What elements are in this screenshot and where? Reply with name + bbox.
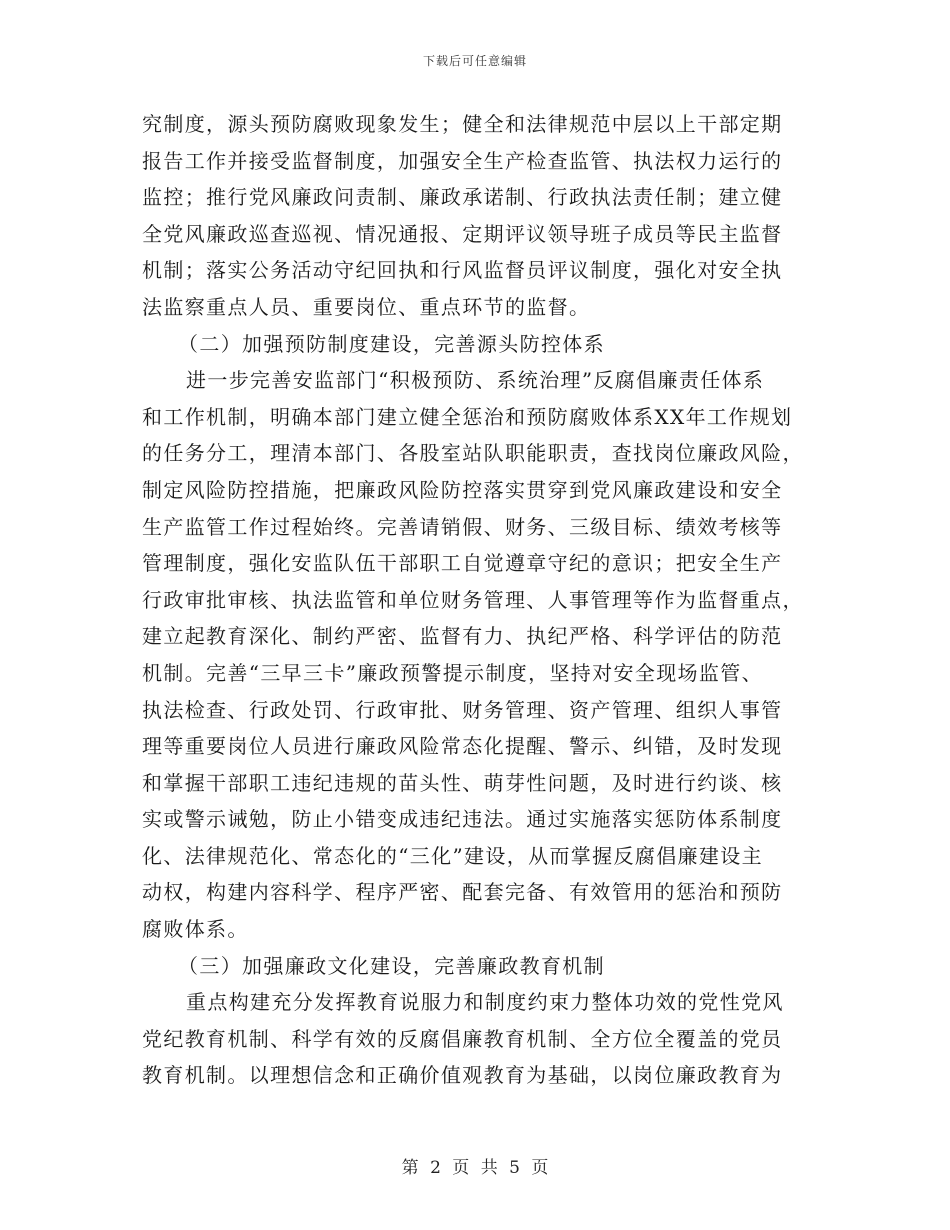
body-line: 腐败体系。 (142, 917, 249, 942)
body-line: 党纪教育机制、科学有效的反腐倡廉教育机制、全方位全覆盖的党员 (142, 1026, 783, 1051)
body-line: 执法检查、行政处罚、行政审批、财务管理、资产管理、组织人事管 (142, 697, 783, 722)
document-body (142, 106, 812, 1094)
body-line: 全党风廉政巡查巡视、情况通报、定期评议领导班子成员等民主监督 (142, 221, 783, 246)
page-number: 第 2 页 共 5 页 (401, 1158, 549, 1178)
body-line: 生产监管工作过程始终。完善请销假、财务、三级目标、绩效考核等 (142, 514, 783, 539)
body-line: 行政审批审核、执法监管和单位财务管理、人事管理等作为监督重点， (142, 587, 804, 612)
body-line: 和工作机制，明确本部门建立健全惩治和预防腐败体系XX年工作规划 (142, 404, 793, 429)
section-heading: （二）加强预防制度建设，完善源头防控体系 (178, 331, 605, 356)
body-line: 报告工作并接受监督制度，加强安全生产检查监管、执法权力运行的 (142, 148, 783, 173)
body-line: 和掌握干部职工违纪违规的苗头性、萌芽性问题，及时进行约谈、核 (142, 770, 783, 795)
body-line: 制定风险防控措施，把廉政风险防控落实贯穿到党风廉政建设和安全 (142, 477, 783, 502)
body-line: 监控；推行党风廉政问责制、廉政承诺制、行政执法责任制；建立健 (142, 185, 783, 210)
body-line: 的任务分工，理清本部门、各股室站队职能职责，查找岗位廉政风险， (142, 441, 804, 466)
paragraph-first-line: 进一步完善安监部门“积极预防、系统治理”反腐倡廉责任体系 (186, 368, 765, 393)
body-line: 实或警示诫勉，防止小错变成违纪违法。通过实施落实惩防体系制度 (142, 807, 783, 832)
body-line: 管理制度，强化安监队伍干部职工自觉遵章守纪的意识；把安全生产 (142, 551, 783, 576)
body-line: 机制；落实公务活动守纪回执和行风监督员评议制度，强化对安全执 (142, 258, 783, 283)
body-line: 动权，构建内容科学、程序严密、配套完备、有效管用的惩治和预防 (142, 880, 783, 905)
body-line: 教育机制。以理想信念和正确价值观教育为基础，以岗位廉政教育为 (142, 1063, 783, 1088)
body-line: 建立起教育深化、制约严密、监督有力、执纪严格、科学评估的防范 (142, 624, 783, 649)
paragraph-first-line: 重点构建充分发挥教育说服力和制度约束力整体功效的党性党风 (186, 990, 784, 1015)
body-line: 化、法律规范化、常态化的“三化”建设，从而掌握反腐倡廉建设主 (142, 843, 763, 868)
page-header-note: 下载后可任意编辑 (422, 54, 527, 68)
body-line: 机制。完善“三早三卡”廉政预警提示制度，坚持对安全现场监管、 (142, 660, 763, 685)
body-line: 究制度，源头预防腐败现象发生；健全和法律规范中层以上干部定期 (142, 112, 783, 136)
body-line: 法监察重点人员、重要岗位、重点环节的监督。 (142, 294, 591, 319)
section-heading: （三）加强廉政文化建设，完善廉政教育机制 (178, 953, 605, 978)
body-line: 理等重要岗位人员进行廉政风险常态化提醒、警示、纠错，及时发现 (142, 734, 783, 759)
